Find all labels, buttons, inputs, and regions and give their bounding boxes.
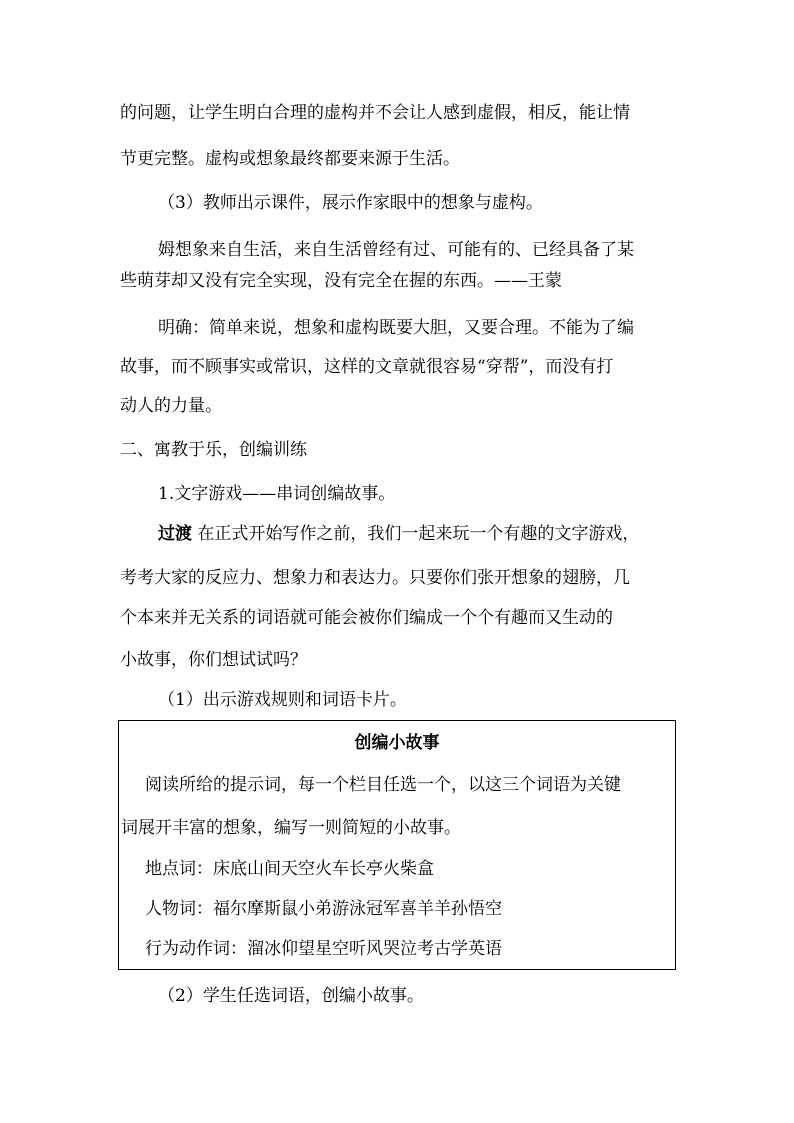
paragraph-line: （2）学生任选词语，创编小故事。	[158, 986, 424, 1006]
card-title: 创编小故事	[354, 733, 440, 753]
paragraph-line: （3）教师出示课件，展示作家眼中的想象与虚构。	[158, 193, 543, 213]
word-card-box	[118, 720, 676, 970]
paragraph-line: 些萌芽却又没有完全实现，没有完全在握的东西。——王蒙	[120, 271, 562, 291]
paragraph-line	[158, 524, 639, 544]
paragraph-line: 考考大家的反应力、想象力和表达力。只要你们张开想象的翅膀，几	[120, 568, 630, 588]
transition-label: 过渡	[158, 524, 192, 544]
paragraph-line: 小故事，你们想试试吗？	[120, 650, 307, 670]
card-instruction-line: 词展开丰富的想象，编写一则简短的小故事。	[121, 818, 461, 838]
paragraph-line: 个本来并无关系的词语就可能会被你们编成一个个有趣而又生动的	[120, 608, 613, 628]
card-actions-line: 行为动作词：溜冰仰望星空听风哭泣考古学英语	[145, 939, 502, 959]
paragraph-text: 在正式开始写作之前，我们一起来玩一个有趣的文字游戏，	[197, 524, 640, 544]
paragraph-line: 动人的力量。	[120, 396, 222, 416]
paragraph-line: （1）出示游戏规则和词语卡片。	[158, 690, 407, 710]
paragraph-line: 姆想象来自生活，来自生活曾经有过、可能有的、已经具备了某	[158, 240, 634, 260]
paragraph-line: 故事，而不顾事实或常识，这样的文章就很容易“穿帮”，而没有打	[120, 357, 614, 377]
paragraph-line: 节更完整。虚构或想象最终都要来源于生活。	[120, 149, 460, 169]
paragraph-line: 明确：简单来说，想象和虚构既要大胆，又要合理。不能为了编	[158, 318, 634, 338]
paragraph-line: 的问题，让学生明白合理的虚构并不会让人感到虚假，相反，能让情	[120, 103, 630, 123]
card-instruction-line: 阅读所给的提示词，每一个栏目任选一个，以这三个词语为关键	[145, 775, 621, 795]
card-characters-line: 人物词：福尔摩斯鼠小弟游泳冠军喜羊羊孙悟空	[145, 899, 502, 919]
card-places-line: 地点词：床底山间天空火车长亭火柴盒	[145, 859, 434, 879]
section-heading: 二、寓教于乐，创编训练	[120, 440, 307, 460]
sub-heading: 1.文字游戏——串词创编故事。	[158, 484, 396, 504]
